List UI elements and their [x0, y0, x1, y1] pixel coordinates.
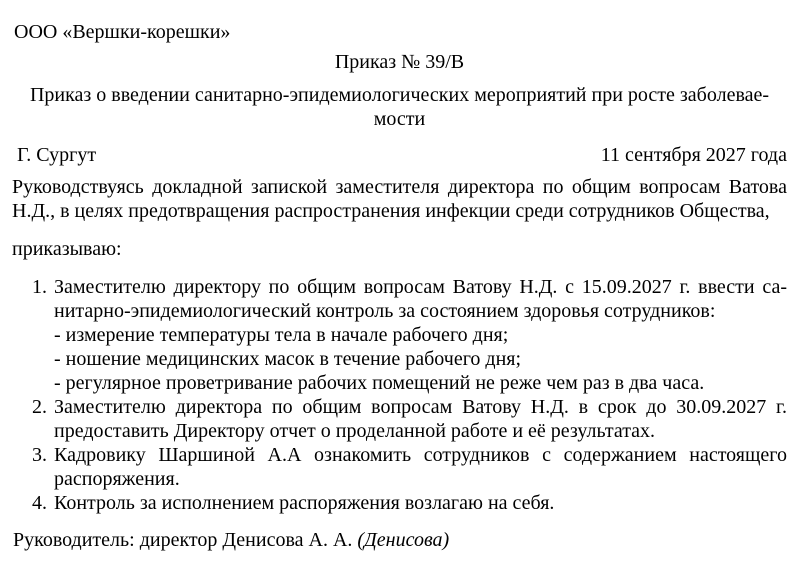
order-item-line: нитарно-эпидемиологический контроль за состоянием здоровья сотрудников:	[54, 300, 716, 322]
order-item-subline: - ношение медицинских масок в течение рабочего дня;	[54, 348, 522, 370]
order-item-number: 3.	[32, 444, 47, 466]
order-subject	[12, 83, 787, 131]
date: 11 сентября 2027 года	[600, 144, 787, 166]
order-subject-line: мости	[373, 108, 426, 130]
order-item-4	[12, 491, 787, 515]
order-item-number: 2.	[32, 396, 47, 418]
order-item-line: Заместителю директора по общим вопросам Ватову Н.Д. в срок до 30.09.2027 г.	[54, 396, 787, 418]
order-item-2	[12, 395, 787, 443]
order-list	[12, 275, 787, 515]
org-name: ООО «Вершки-корешки»	[14, 21, 231, 43]
signature-transcript: (Денисова)	[357, 529, 450, 551]
order-item-subline: - измерение температуры тела в начале рабочего дня;	[54, 324, 509, 346]
order-item-line: распоряжения.	[54, 468, 180, 490]
preamble-line: Руководствуясь докладной запиской заместителя директора по общим вопросам Ватова	[12, 176, 787, 198]
resolve-word: приказываю:	[12, 238, 122, 260]
preamble	[12, 175, 787, 223]
order-item-line: Кадровику Шаршиной А.А ознакомить сотрудников с содержанием настоящего	[54, 444, 787, 466]
order-subject-line: Приказ о введении санитарно-эпидемиологических мероприятий при росте заболевае-	[29, 84, 770, 106]
order-item-number: 1.	[32, 276, 47, 298]
signature-label: Руководитель: директор Денисова А. А.	[13, 529, 353, 551]
order-item-line: Контроль за исполнением распоряжения возлагаю на себя.	[54, 492, 555, 514]
order-item-3	[12, 443, 787, 491]
place: Г. Сургут	[17, 144, 97, 166]
place-date-row	[12, 143, 787, 167]
order-item-line: Заместителю директору по общим вопросам Ватову Н.Д. с 15.09.2027 г. ввести са-	[54, 276, 787, 298]
order-number: Приказ № 39/В	[334, 51, 465, 73]
signature-line	[12, 528, 787, 552]
order-item-1	[12, 275, 787, 395]
order-item-number: 4.	[32, 492, 47, 514]
preamble-line: Н.Д., в целях предотвращения распространения инфекции среди сотрудников Общества,	[12, 200, 770, 222]
order-item-line: предоставить Директору отчет о проделанной работе и её результатах.	[54, 420, 656, 442]
order-item-subline: - регулярное проветривание рабочих помещений не реже чем раз в два часа.	[54, 372, 705, 394]
